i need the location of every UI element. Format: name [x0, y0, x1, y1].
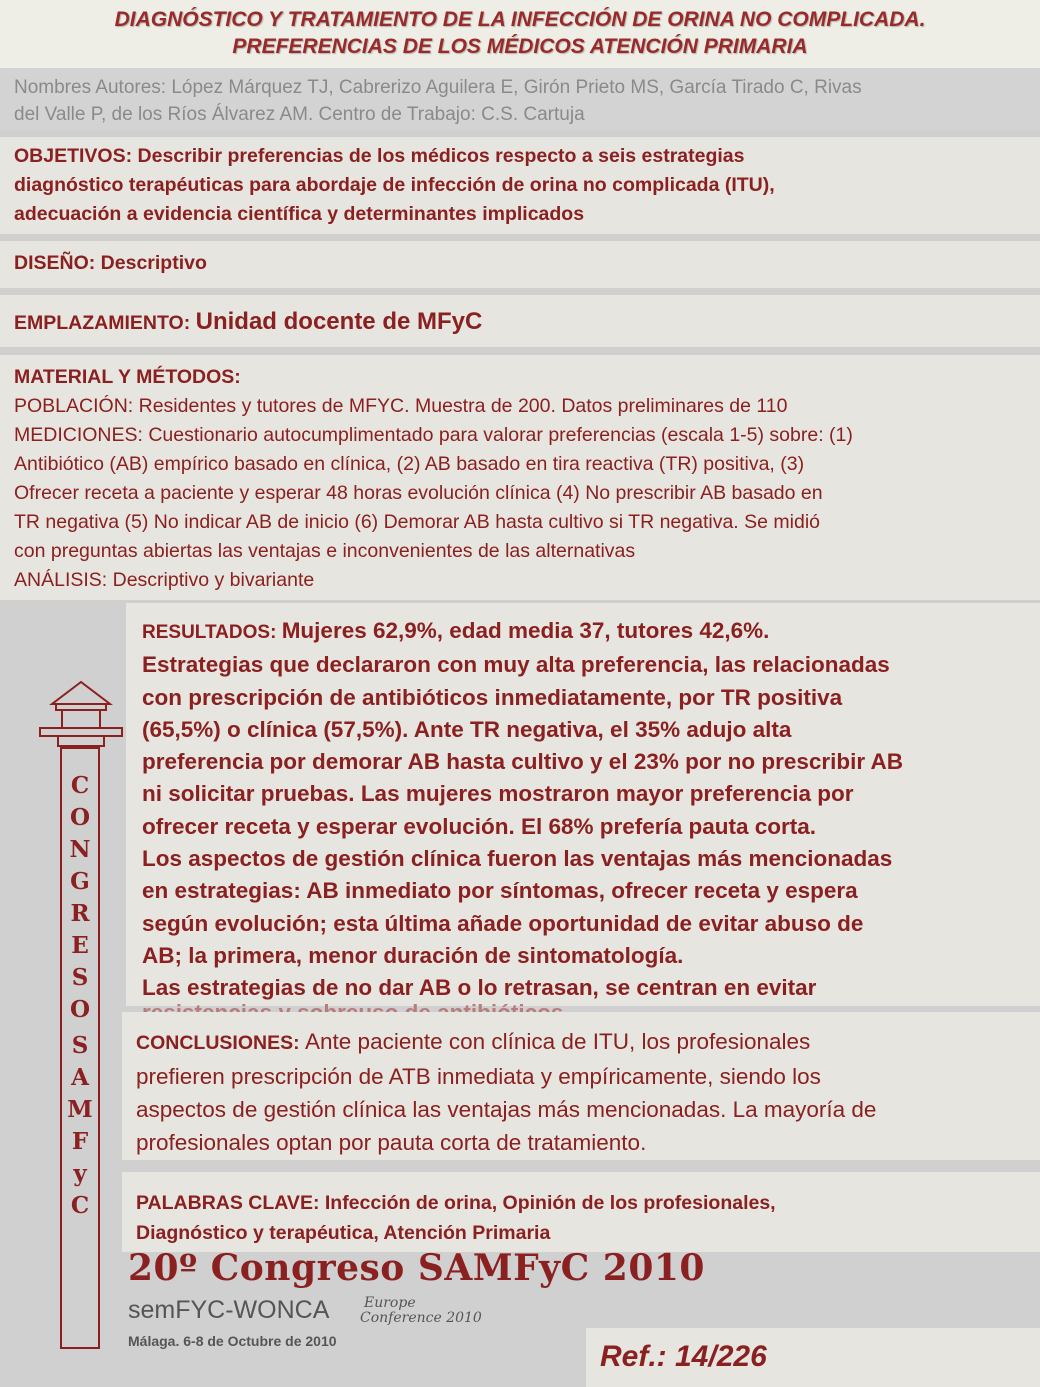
- resultados-section: [126, 603, 1040, 1006]
- conference-year: Conference 2010: [360, 1310, 482, 1326]
- conference-date: Málaga. 6-8 de Octubre de 2010: [128, 1333, 337, 1349]
- semfyc-wonca-logo: semFYC-WONCA: [128, 1296, 330, 1324]
- reference-number: Ref.: 14/226: [600, 1340, 767, 1373]
- objetivos-line-2: diagnóstico terapéuticas para abordaje de infección de orina no complicada (ITU),: [14, 174, 775, 196]
- resultados-line: Las estrategias de no dar AB o lo retrasan, se centran en evitar: [142, 975, 817, 1001]
- vertical-letter: S: [71, 964, 89, 991]
- material-line: TR negativa (5) No indicar AB de inicio (6) Demorar AB hasta cultivo si TR negativa. Se midió: [14, 511, 820, 533]
- conclusiones-line: aspectos de gestión clínica las ventajas más mencionadas. La mayoría de: [136, 1097, 877, 1122]
- resultados-line: ni solicitar pruebas. Las mujeres mostraron mayor preferencia por: [142, 781, 854, 807]
- objetivos-section: [0, 137, 1040, 234]
- resultados-line: ofrecer receta y esperar evolución. El 68% prefería pauta corta.: [142, 813, 817, 839]
- vertical-letter: M: [67, 1096, 93, 1123]
- vertical-letter: F: [71, 1128, 89, 1155]
- diseno-text: DISEÑO: Descriptivo: [14, 252, 207, 274]
- resultados-line: preferencia por demorar AB hasta cultivo y el 23% por no prescribir AB: [142, 749, 904, 775]
- emplazamiento-label: EMPLAZAMIENTO:: [14, 312, 196, 334]
- material-heading: MATERIAL Y MÉTODOS:: [14, 366, 241, 388]
- material-line: MEDICIONES: Cuestionario autocumplimentado para valorar preferencias (escala 1-5) sobre: (1): [14, 424, 853, 446]
- resultados-line: Los aspectos de gestión clínica fueron las ventajas más mencionadas: [142, 846, 893, 872]
- emplazamiento-value: Unidad docente de MFyC: [195, 308, 483, 335]
- material-line: Ofrecer receta a paciente y esperar 48 horas evolución clínica (4) No prescribir AB basado en: [14, 482, 823, 504]
- emplazamiento-section: [0, 295, 1040, 347]
- conclusiones-label: CONCLUSIONES:: [136, 1032, 306, 1054]
- material-line: Antibiótico (AB) empírico basado en clínica, (2) AB basado en tira reactiva (TR) positiva, (3): [14, 453, 805, 475]
- vertical-letter: O: [69, 996, 91, 1023]
- authors-line-2: del Valle P, de los Ríos Álvarez AM. Centro de Trabajo: C.S. Cartuja: [14, 104, 585, 125]
- poster-title: [0, 0, 1040, 68]
- title-line-2: PREFERENCIAS DE LOS MÉDICOS ATENCIÓN PRIMARIA: [232, 35, 808, 58]
- title-line-1: DIAGNÓSTICO Y TRATAMIENTO DE LA INFECCIÓN DE ORINA NO COMPLICADA.: [114, 8, 926, 31]
- vertical-letter: C: [70, 772, 90, 799]
- conclusiones-line: prefieren prescripción de ATB inmediata y empíricamente, siendo los: [136, 1064, 821, 1089]
- palabras-clave-section: [122, 1172, 1040, 1252]
- objetivos-line-1: OBJETIVOS: Describir preferencias de los médicos respecto a seis estrategias: [14, 145, 745, 167]
- conclusiones-first: Ante paciente con clínica de ITU, los profesionales: [305, 1029, 811, 1054]
- resultados-line: Estrategias que declararon con muy alta preferencia, las relacionadas: [142, 652, 890, 678]
- europe-label: Europe: [364, 1295, 416, 1311]
- vertical-congreso-text: [60, 770, 100, 1222]
- vertical-letter: G: [70, 868, 90, 895]
- vertical-letter: O: [69, 804, 91, 831]
- material-line: POBLACIÓN: Residentes y tutores de MFYC. Muestra de 200. Datos preliminares de 110: [14, 395, 788, 417]
- material-section: [0, 355, 1040, 600]
- authors-line-1: Nombres Autores: López Márquez TJ, Cabrerizo Aguilera E, Girón Prieto MS, García Tirado C, Rivas: [14, 77, 862, 98]
- resultados-line: en estrategias: AB inmediato por síntomas, ofrecer receta y espera: [142, 878, 858, 904]
- material-line: con preguntas abiertas las ventajas e inconvenientes de las alternativas: [14, 540, 636, 562]
- vertical-letter: C: [70, 1192, 90, 1219]
- palabras-clave-line-2: Diagnóstico y terapéutica, Atención Primaria: [136, 1222, 551, 1244]
- conference-label: [360, 1296, 482, 1326]
- resultados-first: Mujeres 62,9%, edad media 37, tutores 42,6%.: [281, 618, 770, 643]
- tower-icon: [36, 680, 126, 750]
- resultados-line: (65,5%) o clínica (57,5%). Ante TR negativa, el 35% adujo alta: [142, 716, 792, 742]
- vertical-letter: y: [73, 1160, 87, 1187]
- material-line: ANÁLISIS: Descriptivo y bivariante: [14, 569, 315, 591]
- resultados-label: RESULTADOS:: [142, 622, 282, 643]
- vertical-letter: S: [71, 1032, 89, 1059]
- vertical-letter: E: [71, 932, 89, 959]
- resultados-line: con prescripción de antibióticos inmediatamente, por TR positiva: [142, 684, 843, 710]
- authors-band: [0, 68, 1040, 130]
- conclusiones-line: profesionales optan por pauta corta de tratamiento.: [136, 1130, 647, 1155]
- vertical-letter: R: [70, 900, 90, 927]
- objetivos-line-3: adecuación a evidencia científica y determinantes implicados: [14, 203, 585, 225]
- resultados-line: AB; la primera, menor duración de sintomatología.: [142, 942, 684, 968]
- conclusiones-section: [122, 1012, 1040, 1160]
- congreso-title: 20º Congreso SAMFyC 2010: [128, 1247, 705, 1289]
- resultados-line: según evolución; esta última añade oportunidad de evitar abuso de: [142, 910, 864, 936]
- vertical-letter: N: [69, 836, 91, 863]
- palabras-clave-line-1: PALABRAS CLAVE: Infección de orina, Opinión de los profesionales,: [136, 1192, 776, 1214]
- diseno-section: [0, 241, 1040, 288]
- vertical-letter: A: [71, 1064, 89, 1091]
